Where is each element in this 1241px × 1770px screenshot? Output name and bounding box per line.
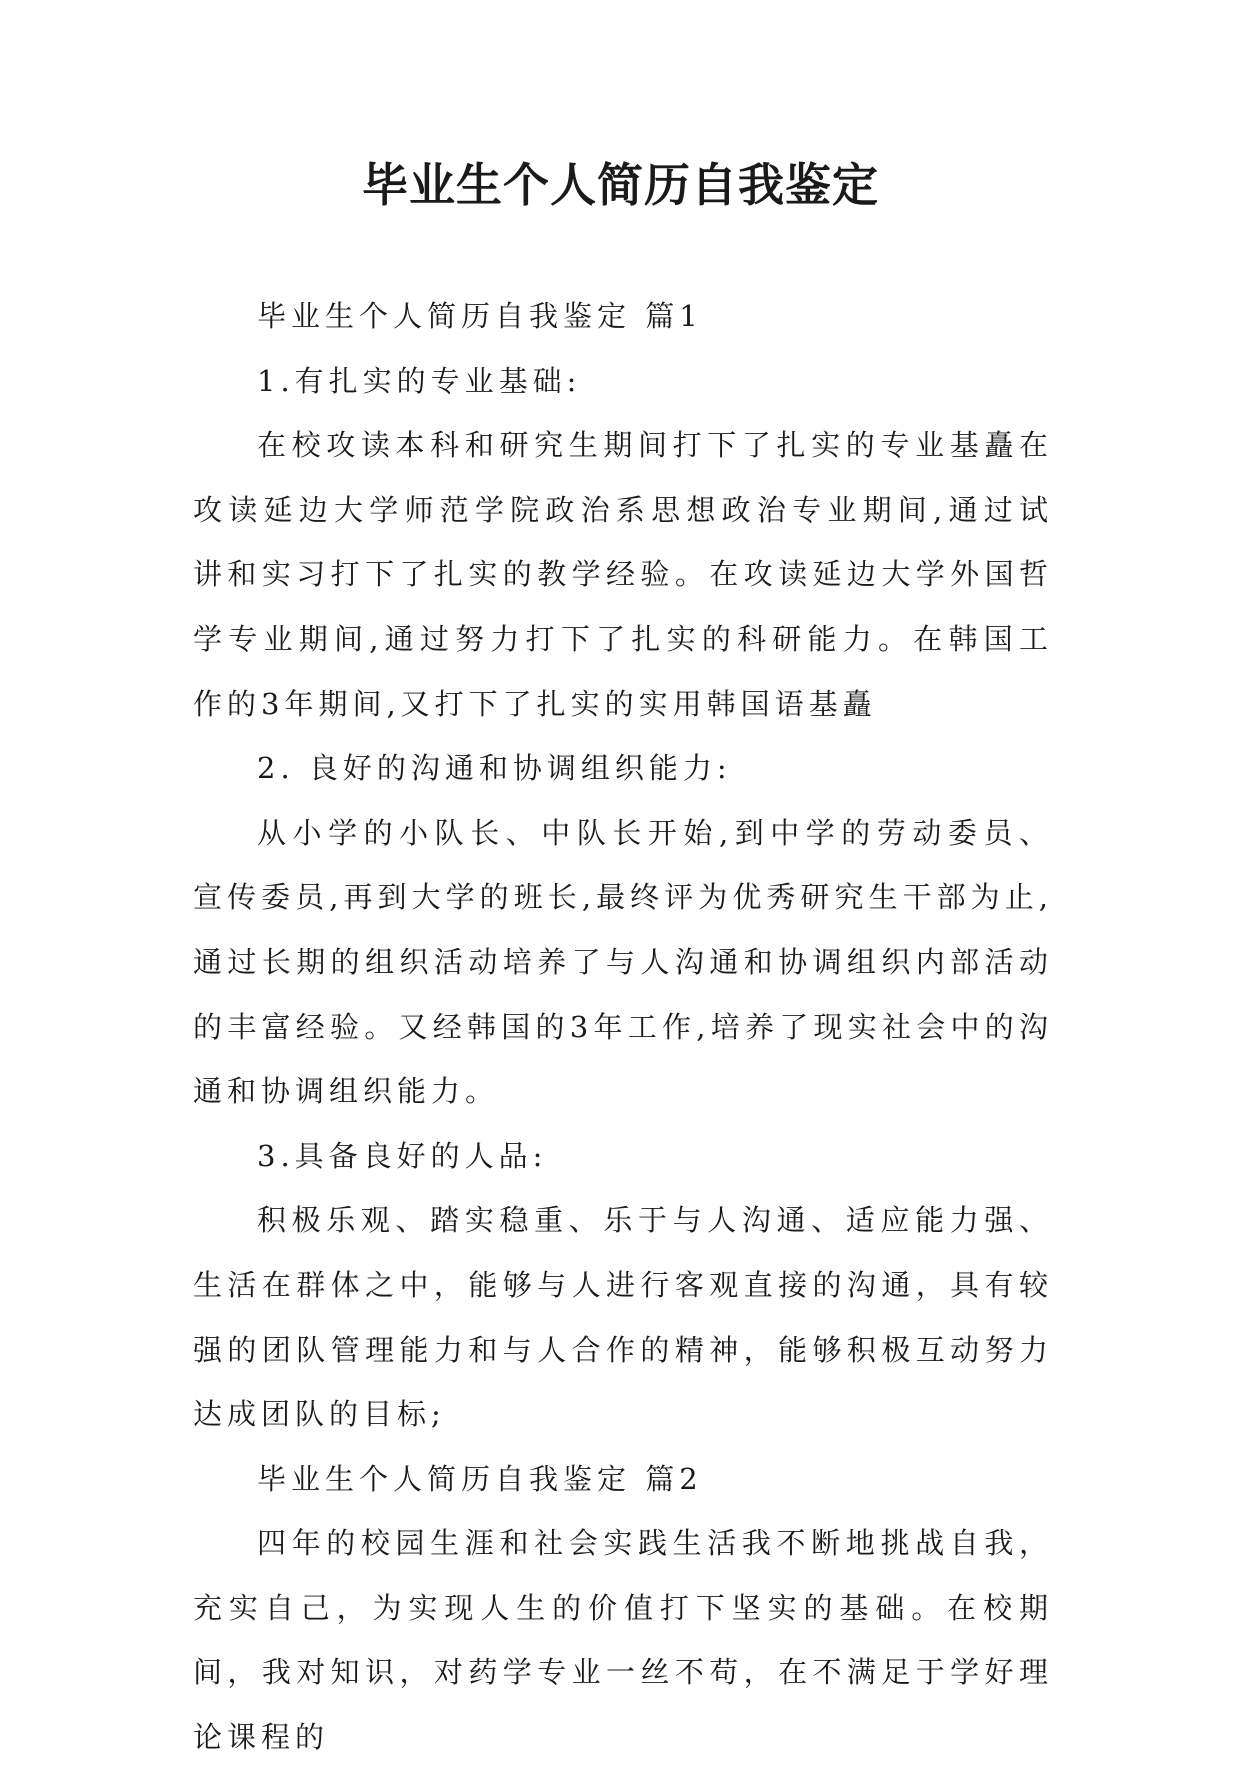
paragraph: 从小学的小队长、中队长开始,到中学的劳动委员、宣传委员,再到大学的班长,最终评为优秀研究生干部为止,通过长期的组织活动培养了与人沟通和协调组织内部活动的丰富经验。又经韩国的3年工作,培养了现实社会中的沟通和协调组织能力。 [193,815,1053,1109]
section-heading-1: 毕业生个人简历自我鉴定 篇1 [257,299,703,333]
document-body [193,284,1053,1770]
section-heading-2: 毕业生个人简历自我鉴定 篇2 [257,1461,703,1496]
list-item-1-heading: 1.有扎实的专业基础: [257,363,582,398]
paragraph: 在校攻读本科和研究生期间打下了扎实的专业基矗在攻读延边大学师范学院政治系思想政治专业期间,通过试讲和实习打下了扎实的教学经验。在攻读延边大学外国哲学专业期间,通过努力打下了扎实的科研能力。在韩国工作的3年期间,又打下了扎实的实用韩国语基矗 [193,428,1053,721]
paragraph: 四年的校园生涯和社会实践生活我不断地挑战自我，充实自己，为实现人生的价值打下坚实的基础。在校期间，我对知识，对药学专业一丝不苟，在不满足于学好理论课程的 [193,1526,1053,1755]
list-item-3-heading: 3.具备良好的人品: [257,1138,548,1173]
list-item-2-heading: 2. 良好的沟通和协调组织能力: [257,751,732,786]
document-title: 毕业生个人简历自我鉴定 [362,158,879,212]
paragraph: 积极乐观、踏实稳重、乐于与人沟通、适应能力强、生活在群体之中，能够与人进行客观直接的沟通，具有较强的团队管理能力和与人合作的精神，能够积极互动努力达成团队的目标; [193,1203,1053,1432]
